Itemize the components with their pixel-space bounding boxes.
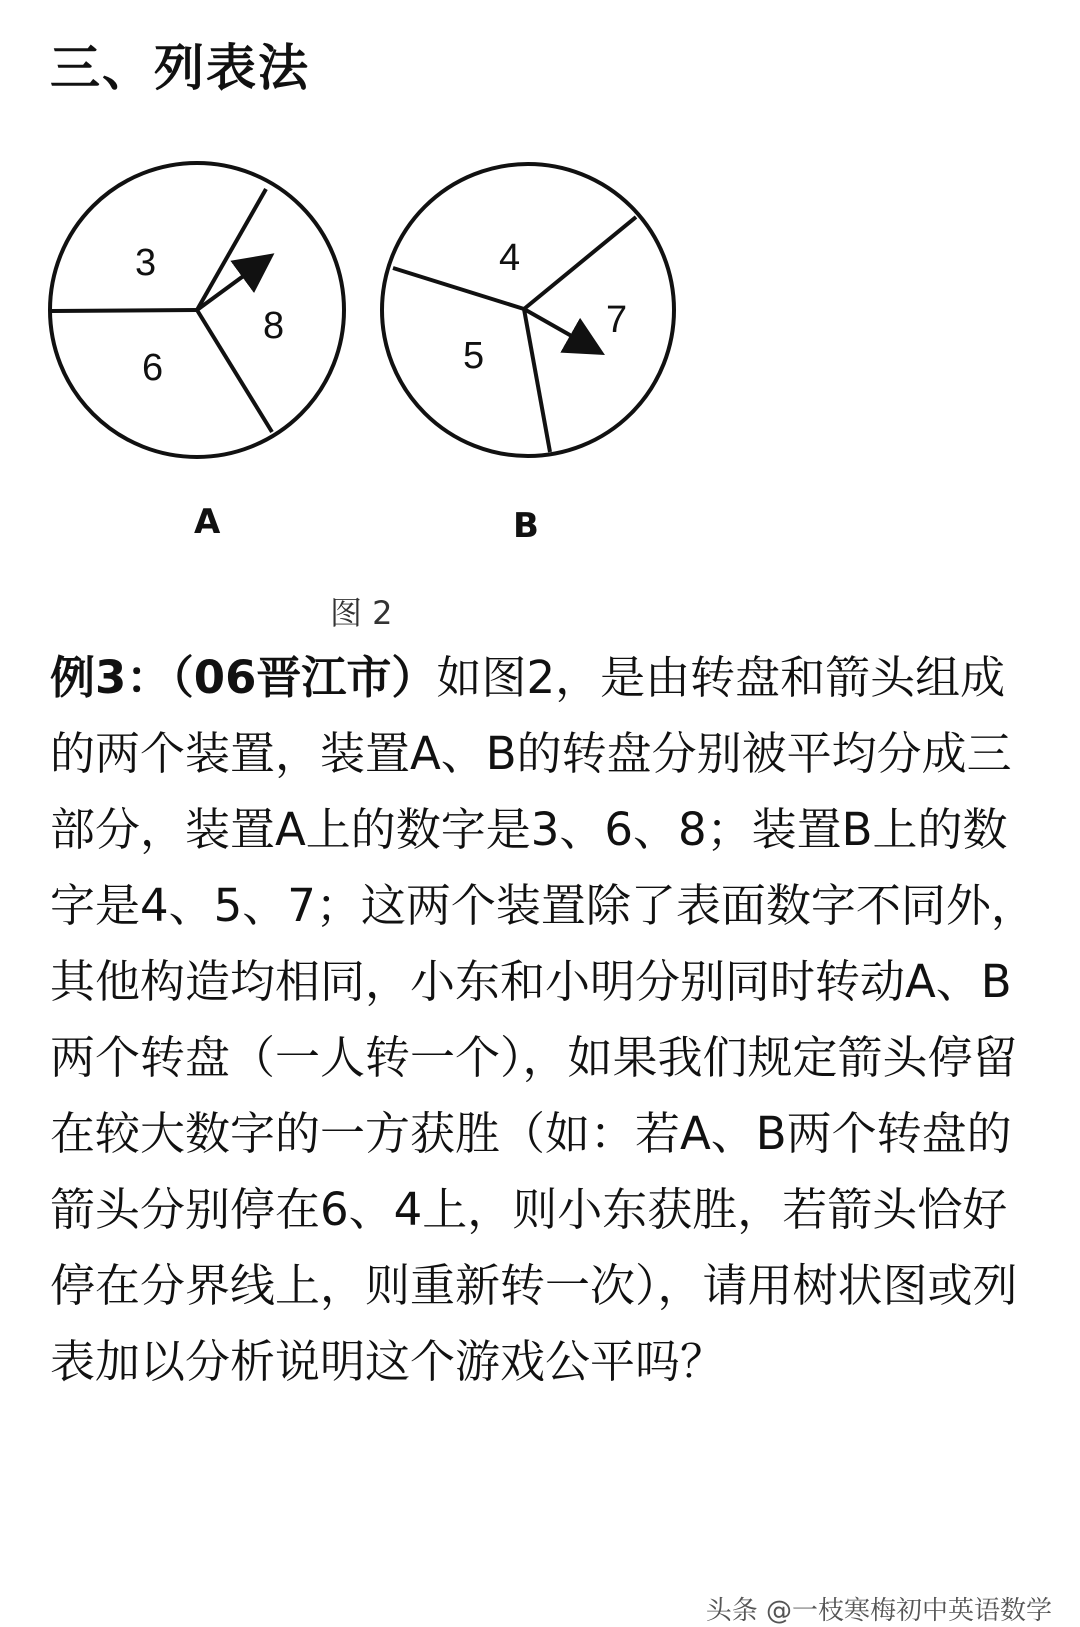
watermark: 头条 @一枝寒梅初中英语数学 [705, 1596, 1052, 1626]
spinner-a [50, 163, 344, 457]
spinner-a-divider-1 [52, 310, 197, 311]
spinner-a-section-6: 6 [142, 347, 164, 389]
spinner-b-section-7: 7 [606, 299, 628, 341]
spinner-a-label: A [194, 502, 221, 542]
figure-caption: 图 2 [330, 594, 393, 632]
spinner-b-label: B [513, 506, 539, 546]
spinner-a-section-8: 8 [263, 305, 285, 347]
section-heading: 三、列表法 [50, 39, 310, 97]
spinner-b [382, 164, 674, 456]
problem-body: 如图2，是由转盘和箭头组成的两个装置，装置A、B的转盘分别被平均分成三部分，装置A上的数字是3、6、8；装置B上的数字是4、5、7；这两个装置除了表面数字不同外，其他构造均相同，小东和小明分别同时转动A、B两个转盘（一人转一个），如果我们规定箭头停留在较大数字的一方获胜（如：若A、B两个转盘的箭头分别停在6、4上，则小东获胜，若箭头恰好停在分界线上，则重新转一次），请用树状图或列表加以分析说明这个游戏公平吗？ [50, 651, 1036, 1388]
spinner-b-section-4: 4 [499, 237, 521, 279]
spinner-a-section-3: 3 [135, 242, 157, 284]
spinner-b-section-5: 5 [463, 335, 485, 377]
problem-lead: 例3：（06晋江市） [50, 651, 437, 704]
problem-text [50, 640, 1050, 1400]
spinner-figure [0, 0, 1080, 620]
